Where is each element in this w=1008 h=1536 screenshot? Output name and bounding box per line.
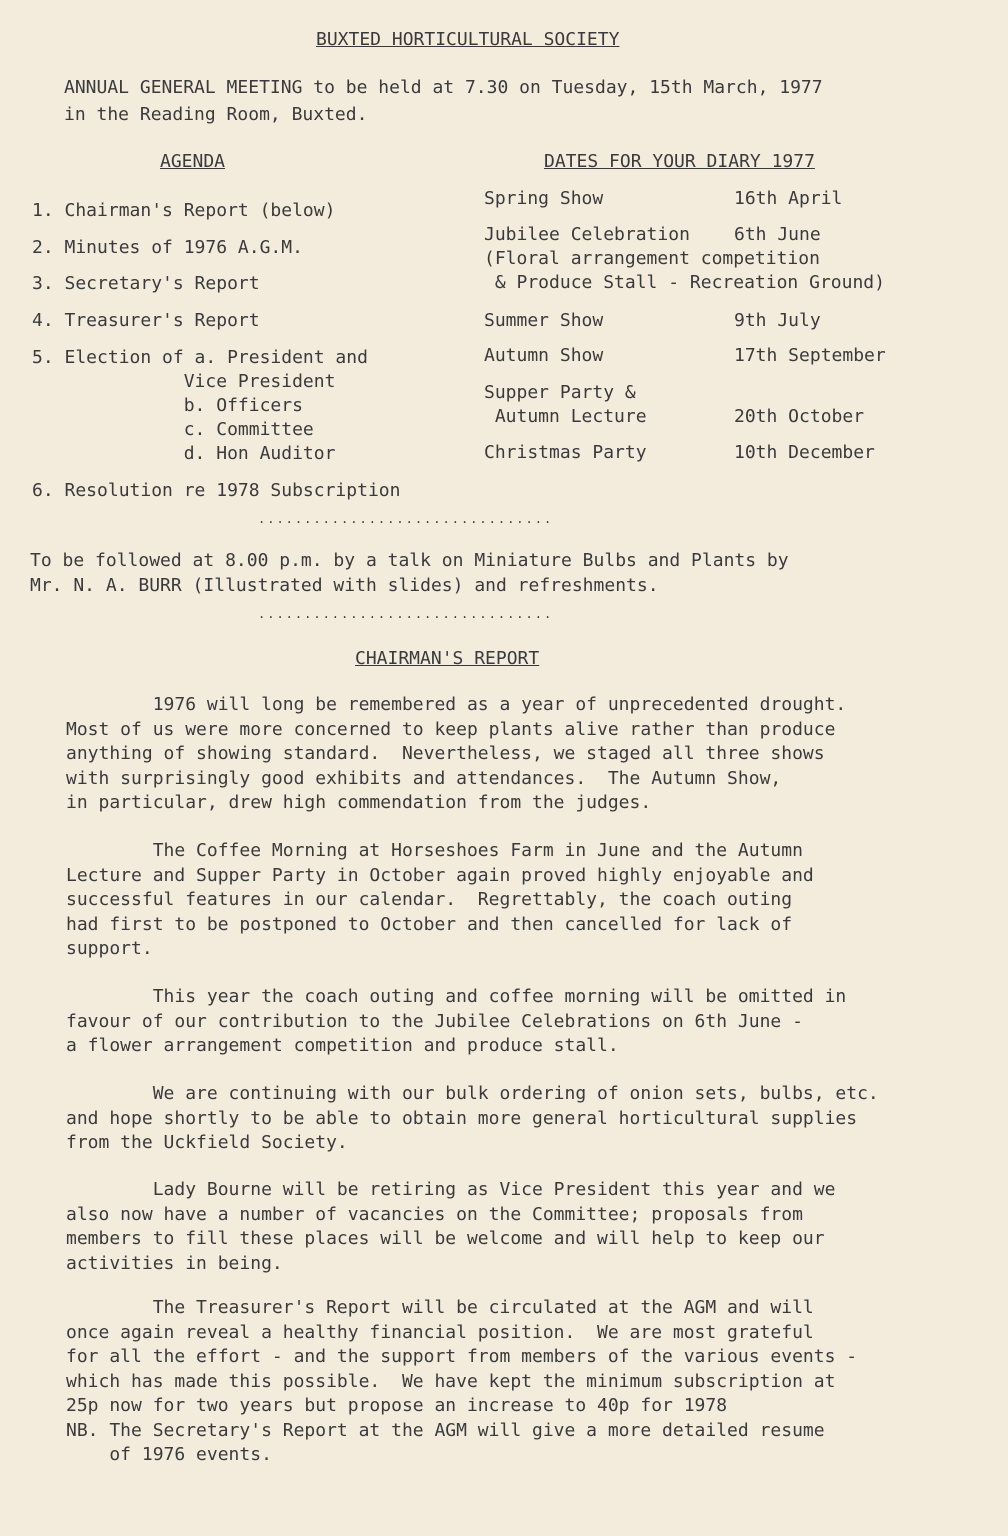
diary-event-name: Christmas Party — [484, 442, 647, 463]
report-paragraph: 1976 will long be remembered as a year of unprecedented drought. Most of us were more concerned to keep plants alive rather than produce anything of showing standard. Nevertheless, we staged all three shows with surprisingly good exhibits and attendances. The Autumn Show, in particular, drew high commendation from the judges. — [66, 694, 847, 813]
agenda-item: 5. Election of a. President and — [32, 347, 368, 368]
talk-line-2: Mr. N. A. BURR (Illustrated with slides) and refreshments. — [30, 575, 659, 596]
diary-event-date: 20th October — [734, 406, 865, 427]
dotted-separator: ................................ — [258, 607, 554, 621]
agenda-item: 2. Minutes of 1976 A.G.M. — [32, 237, 303, 258]
diary-event-name: Autumn Show — [484, 345, 604, 366]
diary-event-date: 17th September — [734, 345, 886, 366]
agenda-item: c. Committee — [32, 419, 314, 440]
agenda-item: Vice President — [32, 371, 336, 392]
diary-event-name: & Produce Stall - Recreation Ground) — [484, 272, 885, 293]
report-paragraph: The Coffee Morning at Horseshoes Farm in June and the Autumn Lecture and Supper Party in October again proved highly enjoyable and successful features in our calendar. Regrettably, the coach outing had first to be postponed to October and then cancelled for lack of support. — [66, 840, 814, 959]
diary-event-name: Supper Party & — [484, 382, 636, 403]
meeting-line-2: in the Reading Room, Buxted. — [64, 104, 368, 125]
diary-event-date: 6th June — [734, 224, 821, 245]
diary-event-date: 16th April — [734, 188, 843, 209]
agenda-item: b. Officers — [32, 395, 303, 416]
diary-event-name: Jubilee Celebration — [484, 224, 690, 245]
report-paragraph: The Treasurer's Report will be circulated at the AGM and will once again reveal a healthy financial position. We are most grateful for all the effort - and the support from members of the various events - which has made this possible. We have kept the minimum subscription at 25p now for two years but propose an increase to 40p for 1978 NB. The Secretary's Report at the AGM will give a more detailed resume of 1976 events. — [66, 1297, 858, 1465]
agenda-item: 4. Treasurer's Report — [32, 310, 260, 331]
talk-line-1: To be followed at 8.00 p.m. by a talk on Miniature Bulbs and Plants by — [30, 550, 789, 571]
agenda-item: d. Hon Auditor — [32, 443, 336, 464]
report-paragraph: Lady Bourne will be retiring as Vice President this year and we also now have a number of vacancies on the Committee; proposals from members to fill these places will be welcome and will help to keep our activities in being. — [66, 1179, 836, 1274]
diary-event-name: Autumn Lecture — [484, 406, 647, 427]
report-paragraph: This year the coach outing and coffee morning will be omitted in favour of our contribution to the Jubilee Celebrations on 6th June - a flower arrangement competition and produce stall. — [66, 986, 847, 1056]
agenda-heading: AGENDA — [160, 151, 226, 172]
diary-event-name: (Floral arrangement competition — [484, 248, 820, 269]
agenda-item: 6. Resolution re 1978 Subscription — [32, 480, 401, 501]
agenda-item: 3. Secretary's Report — [32, 273, 260, 294]
report-heading: CHAIRMAN'S REPORT — [355, 648, 540, 669]
dotted-separator: ................................ — [258, 512, 554, 526]
diary-event-name: Spring Show — [484, 188, 604, 209]
diary-event-date: 10th December — [734, 442, 875, 463]
meeting-line-1: ANNUAL GENERAL MEETING to be held at 7.30 on Tuesday, 15th March, 1977 — [64, 77, 823, 98]
diary-event-name: Summer Show — [484, 310, 604, 331]
diary-heading: DATES FOR YOUR DIARY 1977 — [544, 151, 815, 172]
agenda-item: 1. Chairman's Report (below) — [32, 200, 336, 221]
report-paragraph: We are continuing with our bulk ordering of onion sets, bulbs, etc. and hope shortly to be able to obtain more general horticultural supplies from the Uckfield Society. — [66, 1083, 879, 1153]
document-title: BUXTED HORTICULTURAL SOCIETY — [316, 29, 620, 50]
diary-event-date: 9th July — [734, 310, 821, 331]
